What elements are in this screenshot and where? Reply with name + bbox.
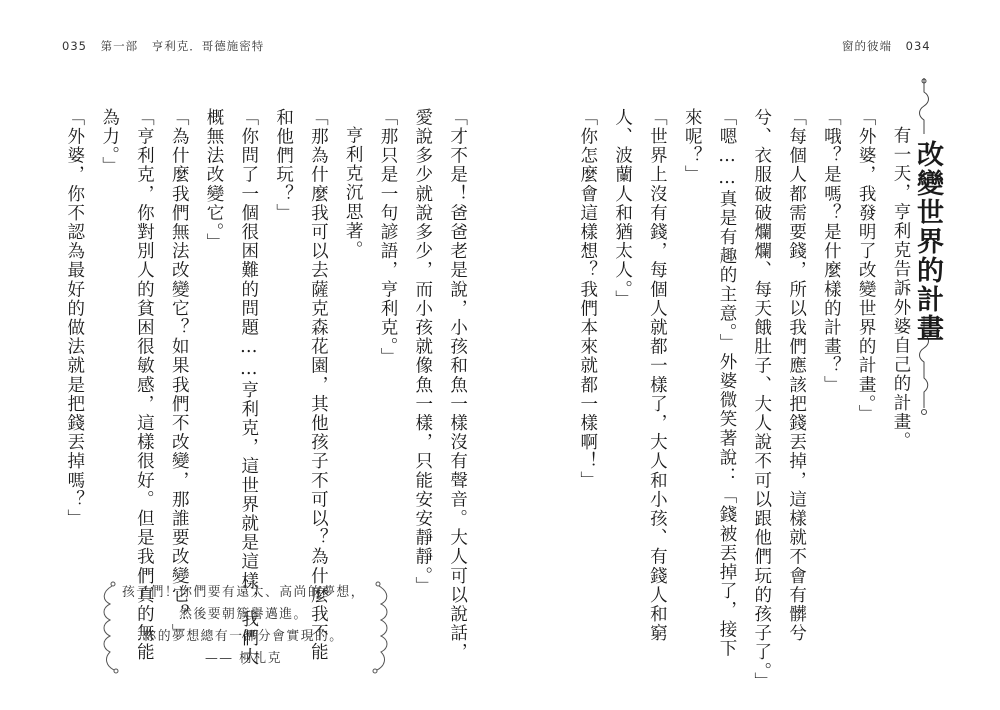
paragraph: 來呢？」 [682,108,703,185]
paragraph: 亨利克沉思著。 [343,125,364,260]
paragraph: 「為什麼我們無法改變它？如果我們不改變，那誰要改變它？」 [169,108,190,643]
paragraph: 「嗯……真是有趣的主意。」外婆微笑著說：「錢被丟掉了，接下 [716,108,737,659]
paragraph: 人、波蘭人和猶太人。」 [612,108,633,310]
paragraph: 「外婆，我發明了改變世界的計畫。」 [856,108,877,424]
paragraph: 「你怎麼會這樣想？我們本來就都一樣啊！」 [577,108,598,490]
paragraph: 愛說多少就說多少，而小孩就像魚一樣，只能安安靜靜。」 [412,108,433,596]
paragraph: 概無法改變它。」 [203,108,224,253]
paragraph: 「才不是！爸爸老是說，小孩和魚一樣沒有聲音。大人可以說話， [447,108,468,662]
paragraph: 「外婆，你不認為最好的做法就是把錢丟掉嗎？」 [64,108,85,529]
right-page-body [570,108,918,692]
quote-line: 孩子們！你們要有遠大、高尚的夢想， [121,585,366,600]
paragraph: 和他們玩？」 [273,108,294,223]
paragraph: 有一天，亨利克告訴外婆自己的計畫。 [890,125,911,451]
page-number-left: 035 [62,39,87,53]
part-label: 第一部 [100,39,139,53]
paragraph: 「你問了一個很困難的問題……亨利克，這世界就是這樣，我們大 [238,108,259,667]
quote-line: 你的夢想總有一部分會實現的。 [143,629,344,644]
section-label: 亨利克．哥德施密特 [151,39,265,53]
chapter-title: 改變世界的計畫 [912,140,943,343]
quote-box [98,578,393,678]
paragraph: 「亨利克，你對別人的貧困很敏感，這樣很好。但是我們真的無能 [134,108,155,662]
paragraph: 「每個人都需要錢，所以我們應該把錢丟掉，這樣就不會有髒兮 [786,108,807,643]
running-header-left [62,38,273,54]
paragraph: 「那為什麼我可以去薩克森花園，其他孩子不可以？為什麼我不能 [308,108,329,662]
book-title: 窗的彼端 [842,39,892,53]
quote-text [116,582,371,670]
running-header-right [842,38,940,54]
quote-attribution: —— 柯札克 [204,651,283,666]
paragraph: 兮、衣服破破爛爛、每天餓肚子、大人說不可以跟他們玩的孩子了。」 [751,108,772,692]
quote-line: 然後要朝簇譽邁進。 [179,607,308,622]
paragraph: 「哦？是嗎？是什麼樣的計畫？」 [821,108,842,395]
paragraph: 「那只是一句諺語，亨利克。」 [377,108,398,367]
paragraph: 「世界上沒有錢，每個人就都一樣了，大人和小孩、有錢人和窮 [647,108,668,643]
page-number-right: 034 [905,39,931,53]
paragraph: 為力。」 [99,108,120,176]
